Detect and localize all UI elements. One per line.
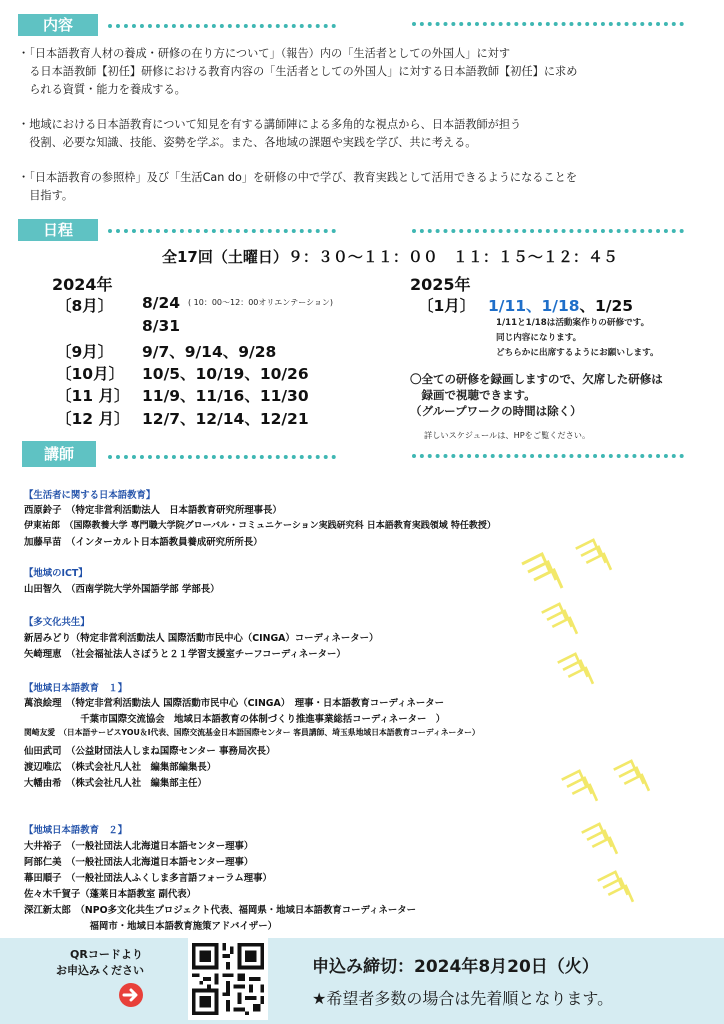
schedule-month: 〔8月〕 [56,297,114,315]
year-2024: 2024年 [52,275,113,294]
lecturer-entry: 大井裕子 （一般社団法人北海道日本語センター理事） [24,841,254,852]
chevron-decoration-icon [612,755,656,795]
lecturer-entry: 関崎友愛 （日本語サービスYOU＆I代表、国際交流基金日本語国際センター 客員講師、埼玉県地域日本語教育コーディネーター） [24,728,480,737]
schedule-month: 〔1月〕 [418,297,476,315]
year-2025: 2025年 [410,275,471,294]
section-tag-content: 内容 [18,14,98,36]
lecturer-entry: 福岡市・地域日本語教育施策アドバイザー） [24,921,277,932]
lecturer-entry: 新居みどり（特定非営利活動法人 国際活動市民中心（CINGA）コーディネーター） [24,633,379,644]
schedule-detail-note: 詳しいスケジュールは、HPをご覧ください。 [424,430,591,440]
bullet-line: ・「日本語教育の参照枠」及び「生活Can do」を研修の中で学び、教育実践として活用できるようになることを [18,171,578,184]
arrow-right-circle-icon [118,982,144,1008]
bullet-line: られる資質・能力を養成する。 [18,83,186,96]
schedule-month: 〔12 月〕 [56,410,130,428]
chevron-decoration-icon [596,866,640,906]
bullet-line: る日本語教師【初任】研修における教育内容の「生活者としての外国人」に対する日本語教師【初任】に求め [18,65,578,78]
schedule-dates: 9/7、9/14、9/28 [142,343,277,361]
lecturer-entry: 千葉市国際交流協会 地域日本語教育の体制づくり推進事業総括コーディネーター ） [24,714,446,725]
application-deadline: 申込み締切：2024年8月20日（火） [312,957,599,977]
lecturer-category: 【多文化共生】 [24,617,90,628]
jan-note: 1/11と1/18は活動案作りの研修です。 [496,318,650,328]
lecturer-entry: 佐々木千賀子（蓬莱日本語教室 副代表） [24,889,197,900]
schedule-dates: 10/5、10/19、10/26 [142,365,309,383]
divider [412,454,684,458]
lecturer-category: 【地域日本語教育 １】 [24,683,128,694]
qr-label: お申込みください [56,964,144,977]
schedule-dates: 8/31 [142,317,181,335]
footer-banner [0,938,724,1024]
orientation-note: ( 10：00～12：00オリエンテーション) [188,298,334,307]
schedule-dates: 11/9、11/16、11/30 [142,387,309,405]
chevron-decoration-icon [580,818,624,858]
divider [412,229,684,233]
lecturer-entry: 幕田順子 （一般社団法人ふくしま多言語フォーラム理事） [24,873,272,884]
schedule-headline: 全17回（土曜日）９：３０～１１：００ １１：１５～１２：４５ [162,248,618,266]
lecturer-entry: 伊東祐郎 （国際教養大学 専門職大学院グローバル・コミュニケーション実践研究科 日本語教育実践領域 特任教授） [24,521,496,531]
divider [108,229,336,233]
lecturer-entry: 加藤早苗 （インターカルト日本語教員養成研究所所長） [24,537,263,548]
schedule-dates [488,294,633,316]
section-tag-schedule: 日程 [18,219,98,241]
schedule-month: 〔11 月〕 [56,387,130,405]
regular-dates: 、1/25 [579,297,634,315]
qr-label: QRコードより [70,948,143,961]
first-come-notice: ★希望者多数の場合は先着順となります。 [312,989,614,1008]
recording-note: （グループワークの時間は除く） [410,404,582,418]
lecturer-category: 【生活者に関する日本語教育】 [24,490,156,501]
lecturer-category: 【地域日本語教育 ２】 [24,825,128,836]
lecturer-entry: 山田智久 （西南学院大学外国語学部 学部長） [24,584,220,595]
lecturer-entry: 仙田武司 （公益財団法人しまね国際センター 事務局次長） [24,746,276,757]
lecturer-category: 【地域のICT】 [24,568,88,579]
chevron-decoration-icon [560,765,604,805]
schedule-month: 〔10月〕 [56,365,125,383]
bullet-line: 目指す。 [18,189,74,202]
chevron-decoration-icon [520,548,570,592]
chevron-decoration-icon [540,598,584,638]
lecturer-entry: 渡辺唯広 （株式会社凡人社 編集部編集長） [24,762,217,773]
chevron-decoration-icon [574,532,618,576]
section-tag-lecturers: 講師 [22,441,96,467]
recording-note: 〇全ての研修を録画しますので、欠席した研修は [410,372,663,386]
divider [412,22,684,26]
bullet-line: ・地域における日本語教育について知見を有する講師陣による多角的な視点から、日本語教師が担う [18,118,522,131]
lecturer-entry: 西原鈴子 （特定非営利活動法人 日本語教育研究所理事長） [24,505,282,516]
jan-note: どちらかに出席するようにお願いします。 [496,348,659,358]
divider [108,455,336,459]
schedule-dates: 8/24 [142,294,181,312]
jan-note: 同じ内容になります。 [496,333,582,343]
bullet-line: ・「日本語教育人材の養成・研修の在り方について」（報告）内の「生活者としての外国人」に対す [18,47,511,60]
workshop-dates: 1/11、1/18 [488,297,580,315]
divider [108,24,336,28]
lecturer-entry: 深江新太郎 （NPO多文化共生プロジェクト代表、福岡県・地域日本語教育コーディネーター [24,905,417,916]
lecturer-entry: 大幡由希 （株式会社凡人社 編集部主任） [24,778,207,789]
recording-note: 録画で視聴できます。 [410,388,536,402]
lecturer-entry: 矢崎理恵 （社会福祉法人さぽうと２１学習支援室チーフコーディネーター） [24,649,346,660]
bullet-line: 役割、必要な知識、技能、姿勢を学ぶ。また、各地域の課題や実践を学び、共に考える。 [18,136,477,149]
chevron-decoration-icon [556,648,600,688]
lecturer-entry: 阿部仁美 （一般社団法人北海道日本語センター理事） [24,857,254,868]
schedule-month: 〔9月〕 [56,343,114,361]
lecturer-entry: 萬浪絵理 （特定非営利活動法人 国際活動市民中心（CINGA） 理事・日本語教育コーディネーター [24,698,445,709]
qr-code-icon[interactable] [188,938,268,1020]
schedule-dates: 12/7、12/14、12/21 [142,410,309,428]
